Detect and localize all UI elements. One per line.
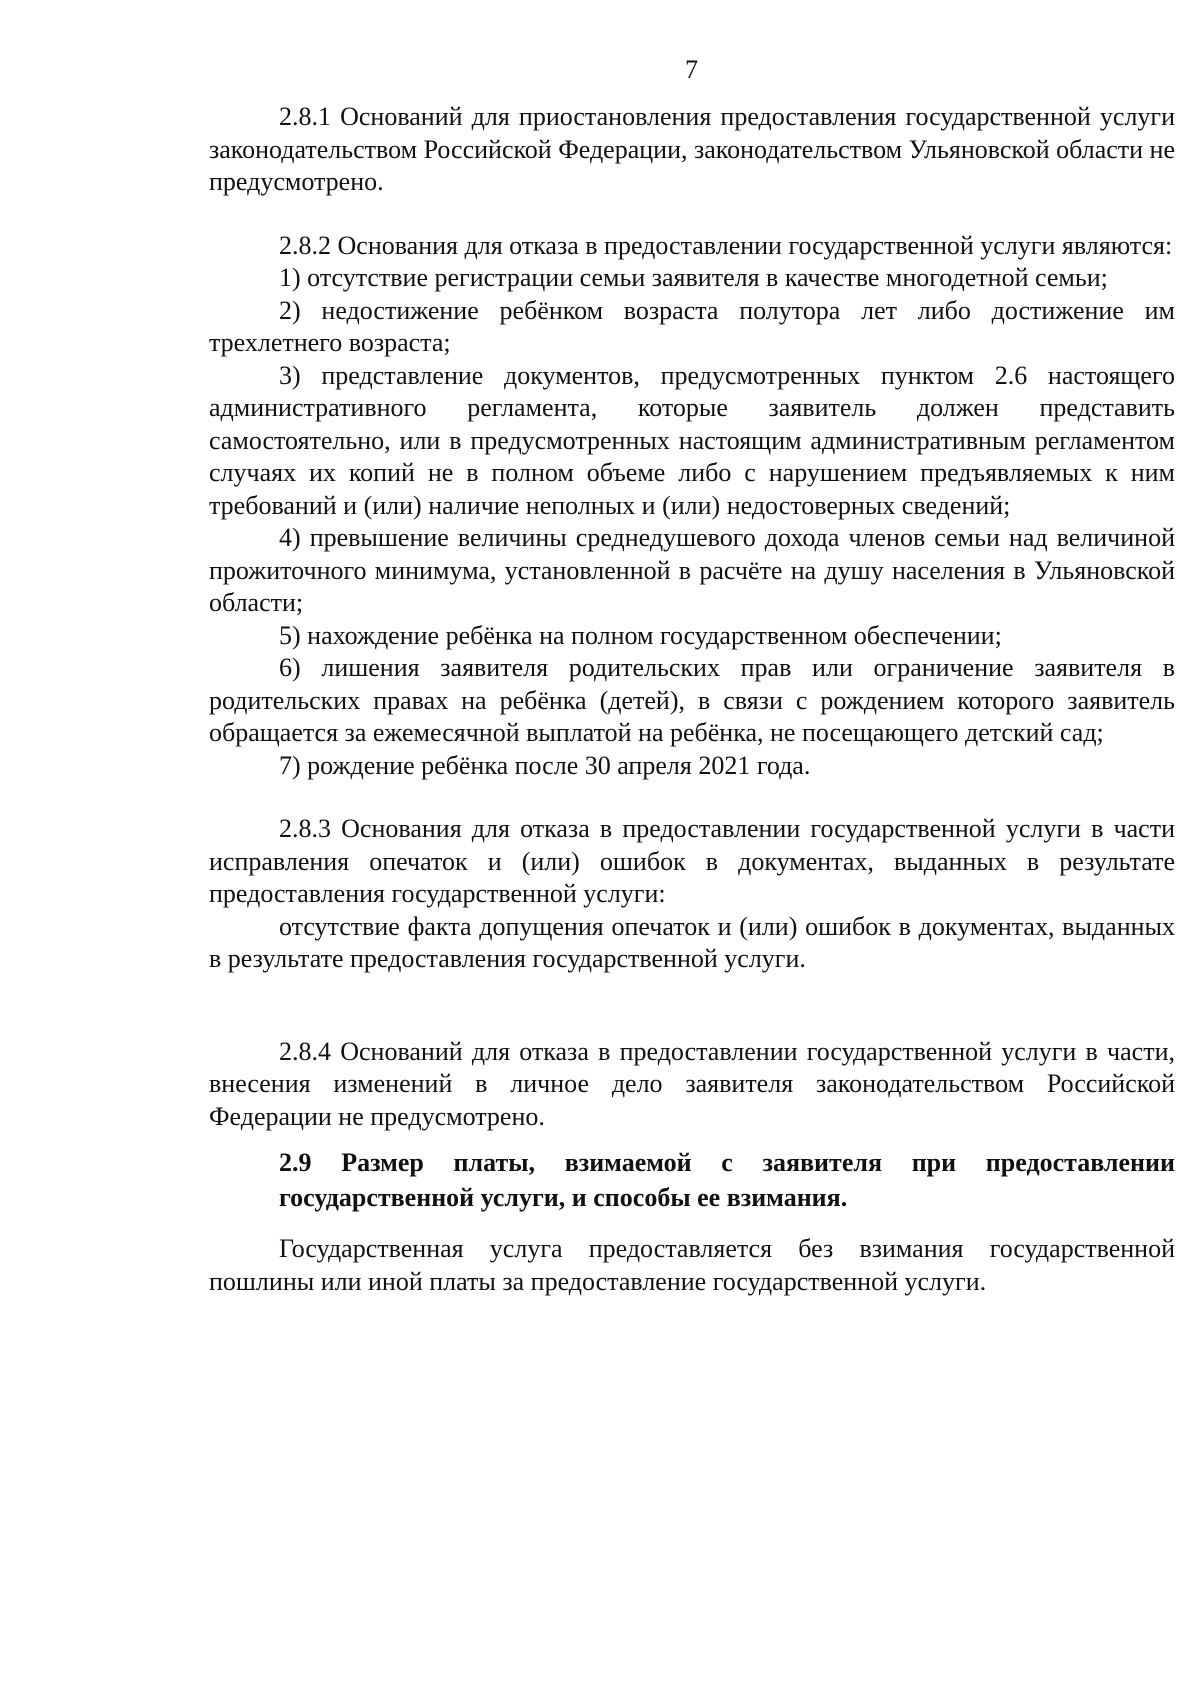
spacer — [209, 782, 1175, 813]
list-item-5: 5) нахождение ребёнка на полном государственном обеспечении; — [279, 620, 1002, 650]
list-item-6: 6) лишения заявителя родительских прав или ограничение заявителя в родительских правах на ребёнка (детей), в связи с рождением которого заявитель обращается за ежемесячной выплатой на ребёнка, не посещающего детский сад; — [209, 653, 1175, 747]
list-item-7: 7) рождение ребёнка после 30 апреля 2021 года. — [279, 750, 811, 780]
paragraph-2-8-3: 2.8.3 Основания для отказа в предоставлении государственной услуги в части исправления опечаток и (или) ошибок в документах, выданных в результате предоставления государственной услуги: — [209, 814, 1175, 908]
spacer — [209, 976, 1175, 1036]
spacer — [209, 199, 1175, 230]
section-heading-2-9: 2.9 Размер платы, взимаемой с заявителя при предоставлении государственной услуги, и способы ее взимания. — [279, 1148, 1175, 1212]
list-item-3: 3) представление документов, предусмотренных пунктом 2.6 настоящего административного регламента, которые заявитель должен представить самостоятельно, или в предусмотренных настоящим административным регламентом случаях их копий не в полном объеме либо с нарушением предъявляемых к ним требований и (или) наличие неполных и (или) недостоверных сведений; — [209, 360, 1175, 520]
list-item-1: 1) отсутствие регистрации семьи заявителя в качестве многодетной семьи; — [279, 263, 1108, 292]
document-body — [209, 101, 1175, 1298]
paragraph-2-8-3-detail: отсутствие факта допущения опечаток и (или) ошибок в документах, выданных в результате предоставления государственной услуги. — [209, 911, 1175, 973]
list-item-2: 2) недостижение ребёнком возраста полутора лет либо достижение им трехлетнего возраста; — [209, 295, 1175, 357]
paragraph-2-8-1: 2.8.1 Оснований для приостановления предоставления государственной услуги законодательством Российской Федерации, законодательством Ульяновской области не предусмотрено. — [209, 102, 1176, 196]
paragraph-2-9: Государственная услуга предоставляется без взимания государственной пошлины или иной платы за предоставление государственной услуги. — [209, 1234, 1175, 1296]
list-item-4: 4) превышение величины среднедушевого дохода членов семьи над величиной прожиточного минимума, установленной в расчёте на душу населения в Ульяновской области; — [209, 523, 1175, 617]
paragraph-2-8-4: 2.8.4 Оснований для отказа в предоставлении государственной услуги в части, внесения изменений в личное дело заявителя законодательством Российской Федерации не предусмотрено. — [209, 1036, 1175, 1131]
paragraph-2-8-2-intro: 2.8.2 Основания для отказа в предоставлении государственной услуги являются: — [279, 230, 1173, 260]
page-number: 7 — [685, 55, 698, 84]
